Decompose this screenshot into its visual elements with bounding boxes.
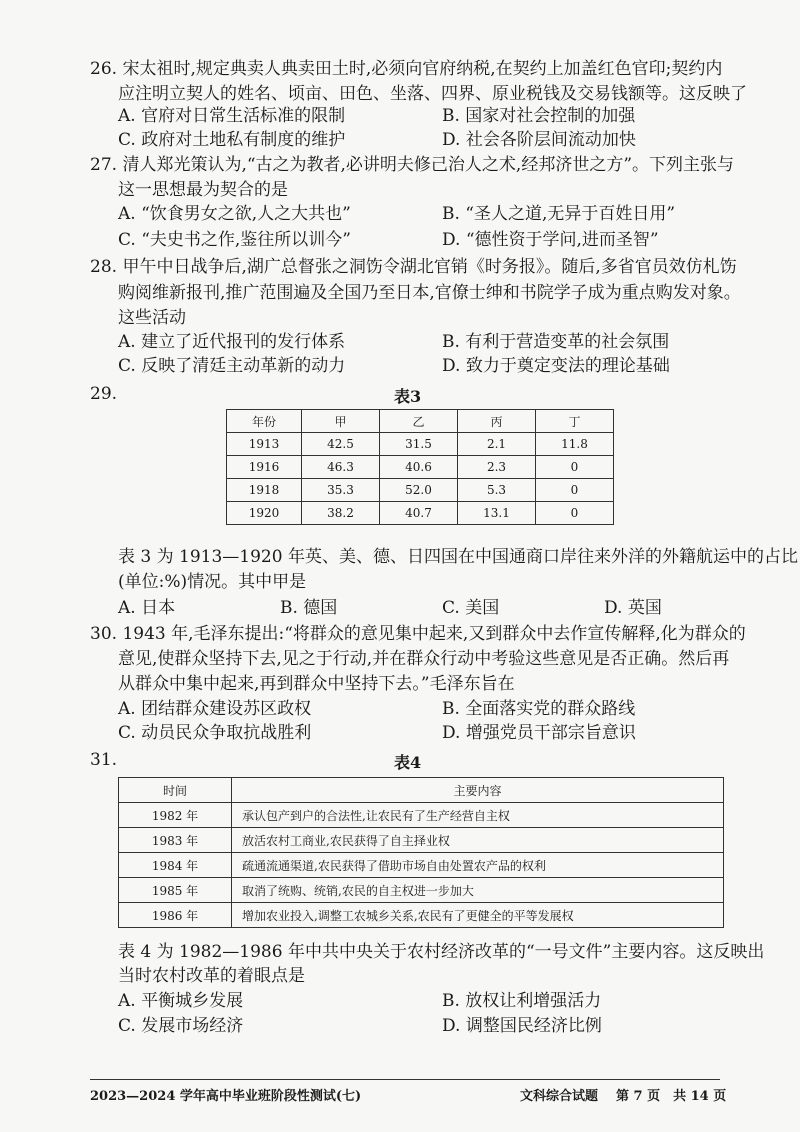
q29-number: 29.	[90, 384, 118, 404]
table-cell: 2.3	[458, 456, 536, 479]
q26-option-a: A. 官府对日常生活标准的限制	[118, 106, 346, 126]
q31-option-c: C. 发展市场经济	[118, 1016, 244, 1036]
q30-stem-line2: 意见,使群众坚持下去,见之于行动,并在群众行动中考验这些意见是否正确。然后再	[118, 649, 730, 669]
q26-stem-line2: 应注明立契人的姓名、顷亩、田色、坐落、四界、原业税钱及交易钱额等。这反映了	[118, 84, 747, 104]
q29-option-a: A. 日本	[118, 598, 176, 618]
q26-option-b: B. 国家对社会控制的加强	[442, 106, 636, 126]
footer-divider	[90, 1079, 720, 1080]
table3	[226, 409, 614, 525]
table3-caption: 表3	[394, 387, 422, 406]
q30-option-d: D. 增强党员干部宗旨意识	[442, 723, 636, 743]
q31-stem-line2: 当时农村改革的着眼点是	[118, 966, 305, 986]
table-cell: 1986 年	[119, 903, 232, 928]
table-cell: 1985 年	[119, 878, 232, 903]
table-cell: 疏通流通渠道,农民获得了借助市场自由处置农产品的权利	[232, 853, 724, 878]
table4	[118, 777, 724, 928]
q27-stem-line1: 27. 清人郑光策认为,“古之为教者,必讲明夫修己治人之术,经邦济世之方”。下列主张与	[90, 155, 735, 175]
q30-option-c: C. 动员民众争取抗战胜利	[118, 723, 312, 743]
table-header-cell: 主要内容	[232, 778, 724, 803]
table-row	[119, 903, 724, 928]
table-cell: 0	[536, 456, 614, 479]
table-cell: 2.1	[458, 433, 536, 456]
q27-option-d: D. “德性资于学问,进而圣智”	[442, 230, 659, 250]
q29-stem-line2: (单位:%)情况。其中甲是	[118, 572, 307, 592]
table-header-cell: 丁	[536, 410, 614, 433]
q26-option-c: C. 政府对土地私有制度的维护	[118, 130, 346, 150]
table-cell: 增加农业投入,调整工农城乡关系,农民有了更健全的平等发展权	[232, 903, 724, 928]
table-row	[227, 456, 614, 479]
table-header-row	[227, 410, 614, 433]
table-cell: 5.3	[458, 479, 536, 502]
q31-option-a: A. 平衡城乡发展	[118, 991, 244, 1011]
table-cell: 1918	[227, 479, 302, 502]
q31-option-d: D. 调整国民经济比例	[442, 1016, 602, 1036]
q31-stem-line1: 表 4 为 1982—1986 年中共中央关于农村经济改革的“一号文件”主要内容。这反映出	[118, 942, 765, 962]
table-cell: 13.1	[458, 502, 536, 525]
table-cell: 1916	[227, 456, 302, 479]
table-cell: 31.5	[380, 433, 458, 456]
q30-stem-line1: 30. 1943 年,毛泽东提出:“将群众的意见集中起来,又到群众中去作宣传解释,化为群众的	[90, 624, 746, 644]
q28-stem-line1: 28. 甲午中日战争后,湖广总督张之洞饬令湖北官销《时务报》。随后,多省官员效仿札饬	[90, 257, 737, 277]
q30-option-b: B. 全面落实党的群众路线	[442, 699, 636, 719]
table4-caption: 表4	[394, 753, 422, 772]
table-row	[119, 878, 724, 903]
q28-option-a: A. 建立了近代报刊的发行体系	[118, 332, 346, 352]
q29-option-d: D. 英国	[604, 598, 662, 618]
footer-page-number: 第 7 页 共 14 页	[616, 1089, 727, 1104]
table-cell: 52.0	[380, 479, 458, 502]
table-row	[119, 853, 724, 878]
table-cell: 42.5	[302, 433, 380, 456]
table-cell: 1920	[227, 502, 302, 525]
table-cell: 1983 年	[119, 828, 232, 853]
table-row	[119, 803, 724, 828]
q29-option-c: C. 美国	[442, 598, 500, 618]
table-cell: 取消了统购、统销,农民的自主权进一步加大	[232, 878, 724, 903]
table-row	[227, 502, 614, 525]
q31-number: 31.	[90, 750, 118, 770]
table-cell: 承认包产到户的合法性,让农民有了生产经营自主权	[232, 803, 724, 828]
table-cell: 0	[536, 479, 614, 502]
q27-option-b: B. “圣人之道,无异于百姓日用”	[442, 204, 676, 224]
table-header-cell: 年份	[227, 410, 302, 433]
q31-option-b: B. 放权让利增强活力	[442, 991, 602, 1011]
q28-stem-line2: 购阅维新报刊,推广范围遍及全国乃至日本,官僚士绅和书院学子成为重点购发对象。	[118, 283, 741, 303]
q30-stem-line3: 从群众中集中起来,再到群众中坚持下去。”毛泽东旨在	[118, 674, 515, 694]
table-cell: 40.7	[380, 502, 458, 525]
table-cell: 0	[536, 502, 614, 525]
table-cell: 40.6	[380, 456, 458, 479]
table-cell: 46.3	[302, 456, 380, 479]
q30-option-a: A. 团结群众建设苏区政权	[118, 699, 312, 719]
q28-stem-line3: 这些活动	[118, 308, 186, 328]
q26-stem-line1: 26. 宋太祖时,规定典卖人典卖田土时,必须向官府纳税,在契约上加盖红色官印;契约内	[90, 59, 723, 79]
table-row	[227, 433, 614, 456]
table-header-cell: 乙	[380, 410, 458, 433]
q28-option-c: C. 反映了清廷主动革新的动力	[118, 356, 346, 376]
table-header-cell: 时间	[119, 778, 232, 803]
table-header-cell: 丙	[458, 410, 536, 433]
table-header-row	[119, 778, 724, 803]
q29-stem-line1: 表 3 为 1913—1920 年英、美、德、日四国在中国通商口岸往来外洋的外籍航运中的占比	[118, 547, 798, 567]
table-header-cell: 甲	[302, 410, 380, 433]
table-row	[227, 479, 614, 502]
q28-option-b: B. 有利于营造变革的社会氛围	[442, 332, 670, 352]
table-row	[119, 828, 724, 853]
table-cell: 1913	[227, 433, 302, 456]
q27-option-c: C. “夫史书之作,鉴往所以训今”	[118, 230, 351, 250]
table-cell: 放活农村工商业,农民获得了自主择业权	[232, 828, 724, 853]
footer-subject: 文科综合试题	[520, 1089, 599, 1104]
table-cell: 1984 年	[119, 853, 232, 878]
q26-option-d: D. 社会各阶层间流动加快	[442, 130, 636, 150]
q27-stem-line2: 这一思想最为契合的是	[118, 180, 288, 200]
table-cell: 11.8	[536, 433, 614, 456]
q28-option-d: D. 致力于奠定变法的理论基础	[442, 356, 670, 376]
table-cell: 1982 年	[119, 803, 232, 828]
footer-exam-title: 2023—2024 学年高中毕业班阶段性测试(七)	[90, 1089, 362, 1104]
q29-option-b: B. 德国	[280, 598, 338, 618]
table-cell: 38.2	[302, 502, 380, 525]
q27-option-a: A. “饮食男女之欲,人之大共也”	[118, 204, 351, 224]
table-cell: 35.3	[302, 479, 380, 502]
